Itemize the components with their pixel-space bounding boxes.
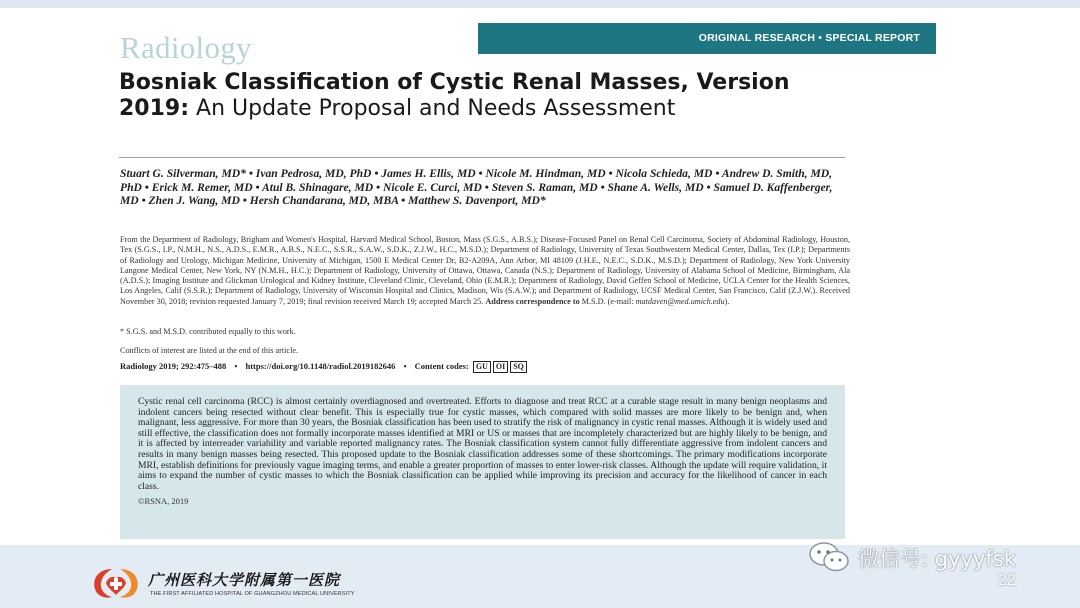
hospital-name-en: THE FIRST AFFILIATED HOSPITAL OF GUANGZHOU MEDICAL UNIVERSITY bbox=[150, 591, 355, 597]
citation-line: Radiology 2019; 292:475–488 • https://doi.org/10.1148/radiol.2019182646 • Content codes: GU OI SQ bbox=[120, 361, 527, 373]
correspondence-email[interactable]: matdaven@med.umich.edu bbox=[635, 296, 725, 306]
abstract-text: Cystic renal cell carcinoma (RCC) is almost certainly overdiagnosed and overtreated. Efforts to diagnose and treat RCC at a curable stage result in many benign neoplasms and indolent cancers being resected without clear benefit. This is especially true for cystic masses, which compared with solid masses are more likely to be benign and, when malignant, less aggressive. For more than 30 years, the Bosniak classification has been used to stratify the risk of malignancy in cystic renal masses. Although it is widely used and still effective, the classification does not formally incorporate masses identified at MRI or US or masses that are incompletely characterized but are highly likely to be benign, and it is affected by interreader variability and variable reported malignancy rates. The Bosniak classification system cannot fully differentiate aggressive from indolent cancers and results in many benign masses being resected. This proposed update to the Bosniak classification addresses some of these shortcomings. The primary modifications incorporate MRI, establish definitions for previously vague imaging terms, and enable a greater proportion of masses to enter lower-risk classes. Although the update will require validation, it aims to expand the number of cystic masses to which the Bosniak classification can be applied while improving its precision and accuracy for the likelihood of cancer in each class. bbox=[138, 396, 827, 492]
hospital-emblem-icon bbox=[90, 565, 142, 601]
correspondence-end: ). bbox=[724, 296, 730, 306]
article-title-bold: Bosniak Classification of Cystic Renal Masses, Version 2019: bbox=[119, 70, 790, 121]
doi-link[interactable]: https://doi.org/10.1148/radiol.2019182646 bbox=[245, 361, 396, 371]
wechat-id: 微信号: gyyyfsk bbox=[858, 547, 1016, 571]
hospital-name-cn: 广州医科大学附属第一医院 bbox=[148, 571, 341, 589]
affiliations bbox=[120, 235, 850, 307]
copyright: ©RSNA, 2019 bbox=[138, 496, 189, 507]
paper-page bbox=[100, 8, 968, 548]
author-list: Stuart G. Silverman, MD* • Ivan Pedrosa, MD, PhD • James H. Ellis, MD • Nicole M. Hindman, MD • Nicola Schieda, MD • Andrew D. Smith, MD, PhD • Erick M. Remer, MD • Atul B. Shinagare, MD • Nicole E. Curci, MD • Steven S. Raman, MD • Shane A. Wells, MD • Samuel D. Kaffenberger, MD • Zhen J. Wang, MD • Hersh Chandarana, MD, MBA • Matthew S. Davenport, MD* bbox=[120, 167, 833, 207]
page-number: 22 bbox=[998, 572, 1016, 589]
content-code: SQ bbox=[510, 361, 527, 373]
conflicts-note: Conflicts of interest are listed at the end of this article. bbox=[120, 346, 299, 355]
equal-contribution-note: * S.G.S. and M.S.D. contributed equally to this work. bbox=[120, 327, 296, 336]
slide-top-band bbox=[0, 0, 1080, 8]
citation: Radiology 2019; 292:475–488 bbox=[120, 361, 227, 371]
correspondence-text: M.S.D. (e-mail: bbox=[579, 296, 636, 306]
article-title bbox=[119, 70, 819, 122]
content-code: OI bbox=[493, 361, 508, 373]
wechat-icon bbox=[808, 542, 852, 572]
title-divider bbox=[119, 157, 845, 158]
hospital-logo bbox=[90, 565, 355, 603]
article-title-light: An Update Proposal and Needs Assessment bbox=[189, 96, 676, 121]
wechat-watermark bbox=[808, 540, 1058, 574]
section-banner-label: ORIGINAL RESEARCH • SPECIAL REPORT bbox=[698, 32, 920, 44]
affiliations-text: From the Department of Radiology, Brigham and Women's Hospital, Harvard Medical School, Boston, Mass (S.G.S., A.B.S.); Disease-Focused Panel on Renal Cell Carcinoma, Society of Abdominal Radiology, Houston, Tex (S.G.S., I.P., N.M.H., N.S., A.D.S., E.M.R., A.B.S., N.E.C., S.S.R., S.A.W., S.D.K., Z.J.W., H.C., M.S.D.); Department of Radiology, University of Texas Southwestern Medical Center, Dallas, Tex (I.P.); Departments of Radiology and Urology, Michigan Medicine, University of Michigan, 1500 E Medical Center Dr, B2-A209A, Ann Arbor, MI 48109 (J.H.E., N.E.C., S.D.K., M.S.D.); Department of Radiology, New York University Langone Medical Center, New York, NY (N.M.H., H.C.); Department of Radiology, University of Ottawa, Ottawa, Canada (N.S.); Department of Radiology, University of Alabama School of Medicine, Birmingham, Ala (A.D.S.); Imaging Institute and Glickman Urological and Kidney Institute, Cleveland Clinic, Cleveland, Ohio (E.M.R.); Department of Radiology, David Geffen School of Medicine, UCLA Center for the Health Sciences, Los Angeles, Calif (S.S.R.); Department of Radiology, University of Wisconsin Hospital and Clinics, Madison, Wis (S.A.W.); and Department of Radiology, UCSF Medical Center, San Francisco, Calif (Z.J.W.). Received November 30, 2018; revision requested January 7, 2019; final revision received March 19; accepted March 25. bbox=[120, 235, 850, 306]
correspondence-label: Address correspondence to bbox=[485, 296, 580, 306]
abstract-box bbox=[120, 385, 845, 539]
content-code: GU bbox=[473, 361, 491, 373]
section-banner bbox=[478, 23, 936, 54]
content-codes-label: Content codes: bbox=[414, 361, 469, 371]
journal-logo: Radiology bbox=[120, 30, 252, 65]
